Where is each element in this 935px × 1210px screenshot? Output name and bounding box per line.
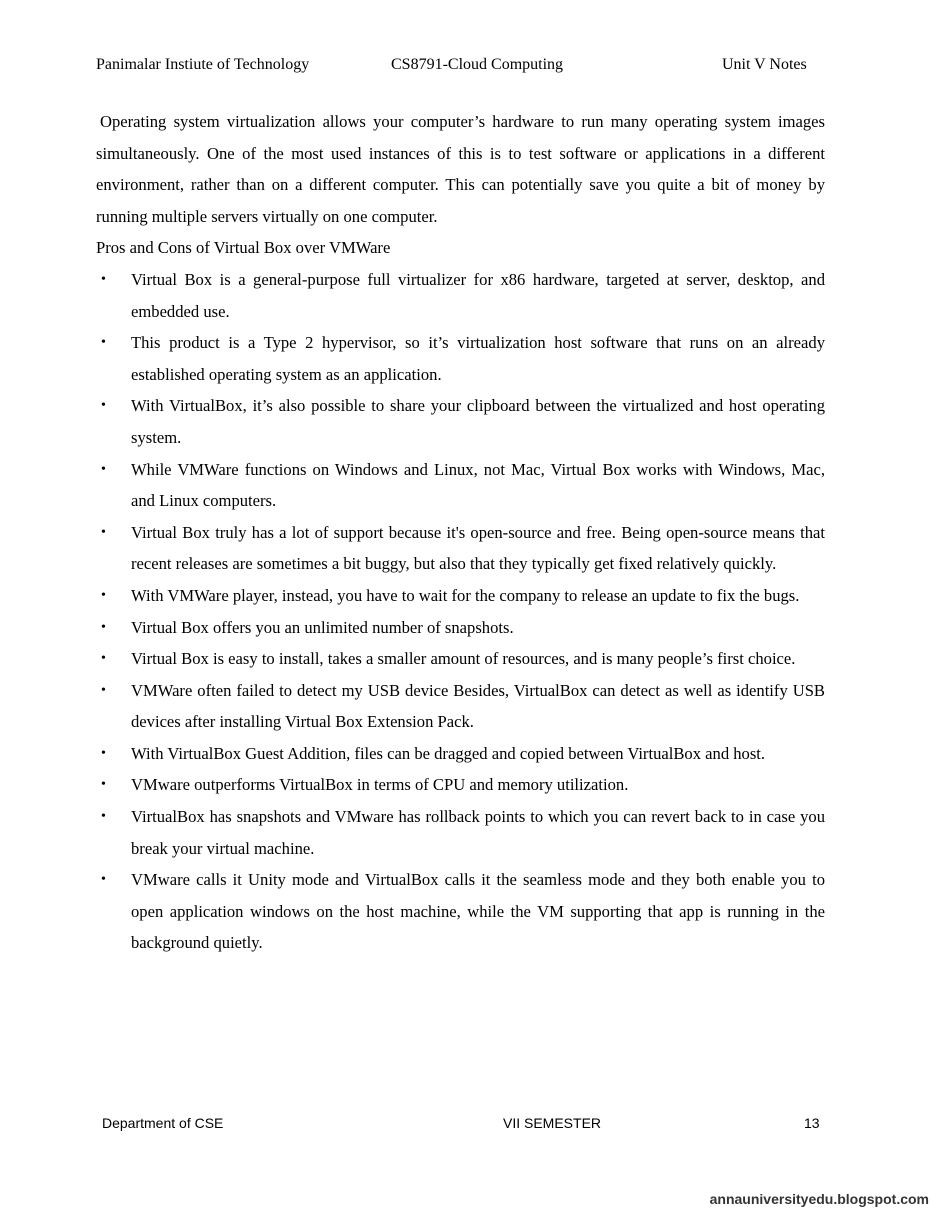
intro-paragraph: Operating system virtualization allows your computer’s hardware to run many operating system images simultaneously. One of the most used instances of this is to test software or applications in a different environment, rather than on a different computer. This can potentially save you quite a bit of money by running multiple servers virtually on one computer. (96, 112, 825, 226)
bullet-icon: • (101, 682, 106, 698)
header-unit: Unit V Notes (722, 56, 807, 73)
bullet-icon: • (101, 777, 106, 793)
list-item-text: This product is a Type 2 hypervisor, so it’s virtualization host software that runs on an already established operating system as an application. (131, 333, 825, 384)
list-item-text: VMware outperforms VirtualBox in terms of CPU and memory utilization. (131, 775, 629, 795)
list-item (96, 612, 825, 644)
list-item (96, 264, 825, 327)
list-item (96, 517, 825, 580)
list-item (96, 327, 825, 390)
list-item (96, 580, 825, 612)
watermark-url: annauniversityedu.blogspot.com (709, 1191, 929, 1207)
list-item (96, 769, 825, 801)
list-item-text: Virtual Box is easy to install, takes a smaller amount of resources, and is many people’s first choice. (131, 649, 796, 669)
list-item (96, 864, 825, 959)
list-item (96, 390, 825, 453)
page-body (96, 106, 825, 959)
list-item (96, 675, 825, 738)
bullet-icon: • (101, 745, 106, 761)
bullet-icon: • (101, 809, 106, 825)
section-subheading: Pros and Cons of Virtual Box over VMWare (96, 238, 391, 258)
pros-cons-list (96, 264, 825, 959)
page-header (0, 56, 935, 78)
bullet-icon: • (101, 872, 106, 888)
list-item (96, 738, 825, 770)
list-item (96, 643, 825, 675)
bullet-icon: • (101, 271, 106, 287)
header-course: CS8791-Cloud Computing (391, 56, 564, 73)
list-item-text: While VMWare functions on Windows and Linux, not Mac, Virtual Box works with Windows, Mac, and Linux computers. (131, 459, 825, 511)
list-item-text: VMware calls it Unity mode and VirtualBox calls it the seamless mode and they both enable you to open application windows on the host machine, while the VM supporting that app is running in the background quietly. (131, 870, 825, 953)
header-institute: Panimalar Instiute of Technology (96, 56, 310, 73)
list-item-text: With VirtualBox, it’s also possible to share your clipboard between the virtualized and host operating system. (131, 396, 825, 447)
footer-semester: VII SEMESTER (503, 1115, 602, 1131)
list-item-text: Virtual Box offers you an unlimited number of snapshots. (131, 617, 514, 637)
bullet-icon: • (101, 461, 106, 477)
bullet-icon: • (101, 398, 106, 414)
bullet-icon: • (101, 524, 106, 540)
bullet-icon: • (101, 619, 106, 635)
list-item-text: VirtualBox has snapshots and VMware has rollback points to which you can revert back to in case you break your virtual machine. (131, 807, 825, 858)
footer-department: Department of CSE (102, 1115, 224, 1131)
bullet-icon: • (101, 587, 106, 603)
bullet-icon: • (101, 335, 106, 351)
page-footer (0, 1115, 935, 1135)
list-item-text: With VMWare player, instead, you have to wait for the company to release an update to fix the bugs. (131, 585, 800, 605)
list-item-text: Virtual Box truly has a lot of support because it's open-source and free. Being open-source means that recent releases are sometimes a bit buggy, but also that they typically get fixed relatively quickly. (131, 522, 825, 574)
list-item-text: With VirtualBox Guest Addition, files can be dragged and copied between VirtualBox and host. (131, 743, 766, 763)
footer-page-number: 13 (804, 1115, 820, 1131)
list-item-text: Virtual Box is a general-purpose full virtualizer for x86 hardware, targeted at server, desktop, and embedded use. (131, 269, 825, 321)
list-item-text: VMWare often failed to detect my USB device Besides, VirtualBox can detect as well as identify USB devices after installing Virtual Box Extension Pack. (131, 680, 825, 732)
list-item (96, 801, 825, 864)
list-item (96, 454, 825, 517)
bullet-icon: • (101, 651, 106, 667)
